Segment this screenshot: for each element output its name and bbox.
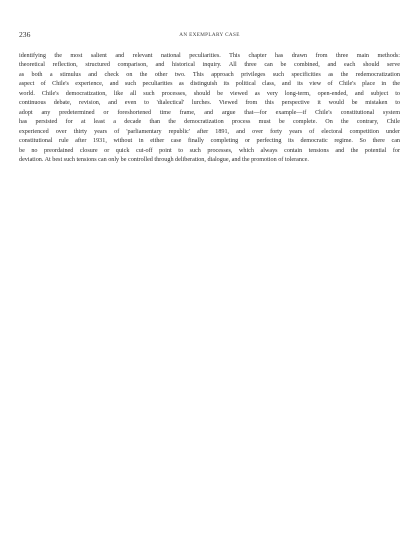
text-line: world. Chile's democratization, like all such processes, should be viewed as very long-term, open-ended, and subject to bbox=[19, 90, 400, 97]
text-line: identifying the most salient and relevant national peculiarities. This chapter has drawn from three main methods: bbox=[19, 53, 400, 59]
text-line: aspect of Chile's experience, and such peculiarities as distinguish its political class, and its view of Chile's place in the bbox=[19, 81, 400, 88]
text-line: continuous debate, revision, and even to 'dialectical' lurches. Viewed from this perspective it would be mistaken to bbox=[19, 100, 400, 107]
running-title: AN EXEMPLARY CASE bbox=[179, 32, 240, 38]
text-line: deviation. At best such tensions can only be controlled through deliberation, dialogue, and the promotion of tolerance. bbox=[19, 156, 309, 163]
page-number: 236 bbox=[19, 30, 31, 39]
body-paragraph bbox=[19, 52, 400, 165]
text-line: adopt any predetermined or foreshortened time frame, and argue that—for example—if Chile's constitutional system bbox=[19, 109, 400, 116]
text-line: experienced over thirty years of 'parliamentary republic' after 1891, and over forty years of electoral competition under bbox=[19, 128, 400, 135]
text-line: be no preordained closure or quick cut-off point to such processes, which always contain tensions and the potential for bbox=[19, 147, 400, 154]
text-line: as both a stimulus and check on the other two. This approach privileges such specificities as the redemocratization bbox=[19, 71, 400, 78]
text-line: has persisted for at least a decade than the democratization process must be complete. On the contrary, Chile bbox=[19, 119, 400, 126]
text-line: theoretical reflection, structured comparison, and historical inquiry. All three can be combined, and each should serve bbox=[19, 62, 400, 69]
text-line: constitutional rule after 1931, without in either case finally completing or perfecting its democratic regime. So there can bbox=[19, 138, 400, 145]
running-head bbox=[19, 30, 400, 42]
